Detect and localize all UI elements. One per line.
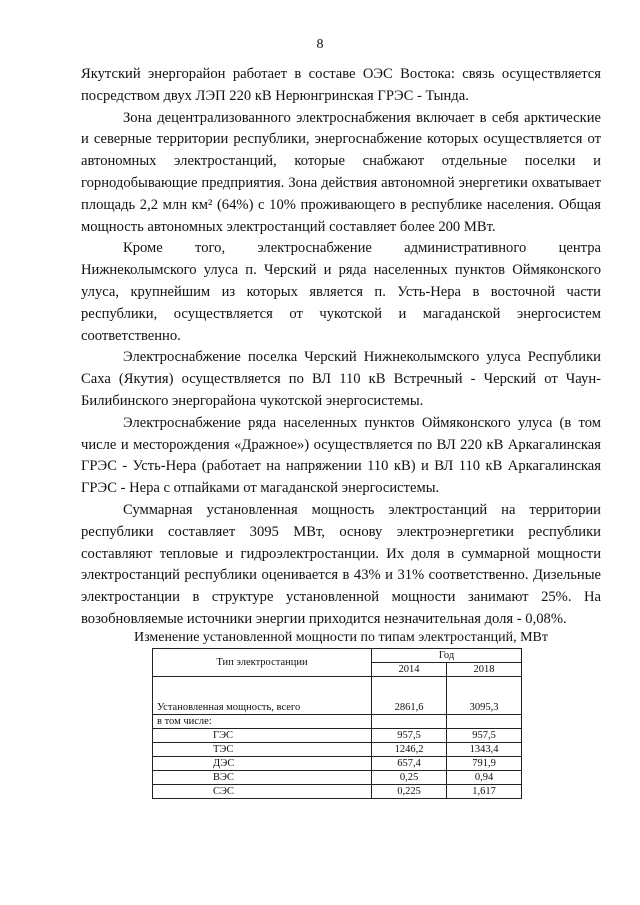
value-2014-cell: 0,225 xyxy=(372,785,447,799)
value-2018-cell: 1343,4 xyxy=(447,743,522,757)
including-label: в том числе: xyxy=(153,715,372,729)
value-2018-cell: 0,94 xyxy=(447,771,522,785)
table-row-total xyxy=(153,677,522,715)
type-cell: ВЭС xyxy=(153,771,372,785)
capacity-table xyxy=(152,648,522,799)
table-row xyxy=(153,729,522,743)
table-row xyxy=(153,757,522,771)
paragraph-1: Якутский энергорайон работает в составе ОЭС Востока: связь осуществляется посредством двух ЛЭП 220 кВ Нерюнгринская ГРЭС - Тында. xyxy=(81,66,601,104)
paragraph-4: Электроснабжение поселка Черский Нижнеколымского улуса Республики Саха (Якутия) осуществляется по ВЛ 110 кВ Встречный - Черский от Чаун-Билибинского энергорайона чукотской энергосистемы. xyxy=(81,349,601,409)
body-text xyxy=(81,64,601,631)
value-2018-cell: 957,5 xyxy=(447,729,522,743)
table-caption: Изменение установленной мощности по типам электростанций, МВт xyxy=(133,630,548,645)
paragraph-6: Суммарная установленная мощность электростанций на территории республики составляет 3095 МВт, основу электроэнергетики республики составляют тепловые и гидроэлектростанции. Их доля в суммарной мощности электростанций республики оценивается в 43% и 31% соответственно. Дизельные электростанции в структуре установленной мощности занимают 25%. На возобновляемые источники энергии приходится незначительная доля - 0,08%. xyxy=(81,501,601,627)
value-2014-cell: 957,5 xyxy=(372,729,447,743)
type-cell: ТЭС xyxy=(153,743,372,757)
page-number: 8 xyxy=(316,37,324,52)
header-type: Тип электростанции xyxy=(153,649,372,677)
value-2014-cell: 1246,2 xyxy=(372,743,447,757)
total-label: Установленная мощность, всего xyxy=(153,677,372,715)
paragraph-3: Кроме того, электроснабжение административного центра Нижнеколымского улуса п. Черский и ряда населенных пунктов Оймяконского улуса, крупнейшим из которых является п. Усть-Нера в восточной части республики, осуществляется от чукотской и магаданской энергосистем соответственно. xyxy=(81,240,601,344)
paragraph-2: Зона децентрализованного электроснабжения включает в себя арктические и северные территории республики, энергоснабжение которых осуществляется от автономных электростанций, которые снабжают отдельные поселки и горнодобывающие предприятия. Зона действия автономной энергетики охватывает площадь 2,2 млн км² (64%) с 10% проживающего в республике населения. Общая мощность автономных электростанций составляет более 200 МВт. xyxy=(81,109,601,235)
value-2014-cell: 657,4 xyxy=(372,757,447,771)
table-header-row xyxy=(153,649,522,663)
value-2018-cell: 791,9 xyxy=(447,757,522,771)
header-year-2014: 2014 xyxy=(372,663,447,677)
total-2018: 3095,3 xyxy=(447,677,522,715)
value-2018-cell: 1,617 xyxy=(447,785,522,799)
header-year: Год xyxy=(372,649,522,663)
total-2014: 2861,6 xyxy=(372,677,447,715)
paragraph-5: Электроснабжение ряда населенных пунктов Оймяконского улуса (в том числе и месторождения «Дражное») осуществляется по ВЛ 220 кВ Аркагалинская ГРЭС - Усть-Нера (работает на напряжении 110 кВ) и ВЛ 110 кВ Аркагалинская ГРЭС - Нера с отпайками от магаданской энергосистемы. xyxy=(81,414,601,497)
table-row xyxy=(153,785,522,799)
type-cell: СЭС xyxy=(153,785,372,799)
value-2014-cell: 0,25 xyxy=(372,771,447,785)
header-year-2018: 2018 xyxy=(447,663,522,677)
type-cell: ДЭС xyxy=(153,757,372,771)
table-row-including xyxy=(153,715,522,729)
table-row xyxy=(153,743,522,757)
type-cell: ГЭС xyxy=(153,729,372,743)
table-row xyxy=(153,771,522,785)
